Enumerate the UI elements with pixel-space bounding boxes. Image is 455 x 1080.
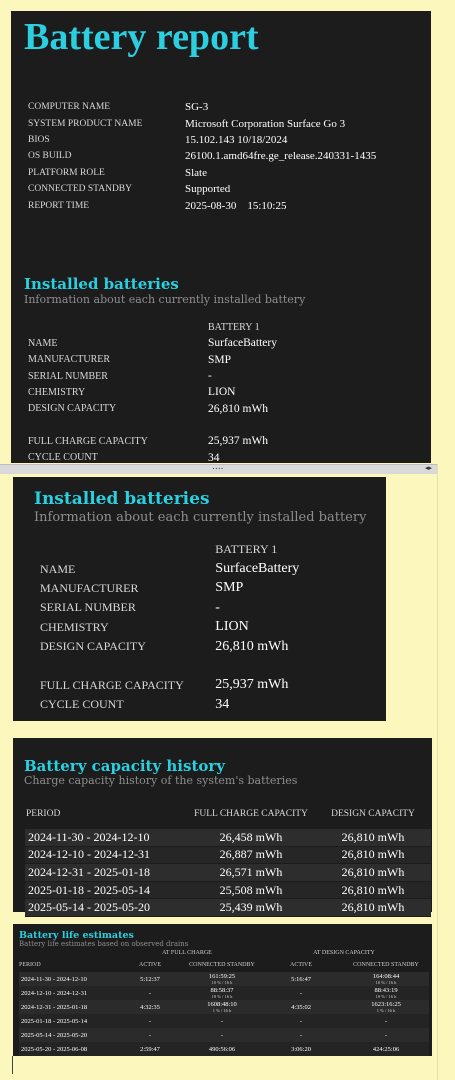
- group-header: AT DESIGN CAPACITY: [313, 949, 375, 956]
- vertical-scrollbar[interactable]: [437, 464, 455, 1080]
- table-row: 2024-11-30 - 2024-12-10 26,458 mWh 26,810 mWh: [25, 829, 431, 846]
- battery-row: NAME SurfaceBattery: [28, 337, 277, 350]
- info-row: OS BUILD 26100.1.amd64fre.ge_release.240331-1435: [28, 150, 377, 163]
- column-header: FULL CHARGE CAPACITY: [194, 809, 308, 819]
- battery-row: CYCLE COUNT 34: [28, 451, 220, 464]
- report-panel: [11, 11, 431, 463]
- battery-table: [28, 319, 388, 466]
- info-row: COMPUTER NAME SG-3: [28, 101, 209, 114]
- battery-row: FULL CHARGE CAPACITY 25,937 mWh: [40, 677, 289, 693]
- info-row: REPORT TIME 2025-08-30 15:10:25: [28, 199, 287, 212]
- column-header: PERIOD: [19, 961, 41, 968]
- battery-row: CHEMISTRY LION: [40, 619, 249, 635]
- table-row: 2025-01-18 - 2025-05-14 - - - -: [19, 1014, 429, 1028]
- table-row: 2025-05-20 - 2025-06-08 2:59:47 490:56:06 3:06:20 424:25:06: [19, 1042, 429, 1056]
- battery-row: DESIGN CAPACITY 26,810 mWh: [28, 402, 269, 415]
- table-row: 2025-01-18 - 2025-05-14 25,508 mWh 26,810 mWh: [25, 881, 431, 899]
- installed-batteries-subtitle: Information about each currently installed battery: [34, 510, 367, 525]
- life-estimates-table: [19, 948, 429, 1056]
- battery-column-header: BATTERY 1: [215, 542, 278, 557]
- battery-row: MANUFACTURER SMP: [40, 580, 244, 596]
- group-header: AT FULL CHARGE: [162, 949, 212, 956]
- table-row: 2024-12-10 - 2024-12-31 26,887 mWh 26,810 mWh: [25, 846, 431, 864]
- table-row: 2025-05-14 - 2025-05-20 25,439 mWh 26,810 mWh: [25, 899, 431, 917]
- column-header: ACTIVE: [139, 961, 161, 968]
- installed-batteries-panel: [13, 477, 386, 721]
- info-row: BIOS 15.102.143 10/18/2024: [28, 133, 288, 146]
- divider-grip[interactable]: ....: [212, 462, 224, 472]
- table-row: 2024-12-31 - 2025-01-18 4:32:35 1608:48:10 1 % / 16 h 4:35:02 1623:16:25 1 % / 16 h: [19, 1000, 429, 1014]
- battery-row: CHEMISTRY LION: [28, 386, 236, 399]
- life-estimates-subtitle: Battery life estimates based on observed drains: [19, 940, 189, 948]
- table-row: 2025-05-14 - 2025-05-20 - - - -: [19, 1028, 429, 1042]
- table-row: 2024-12-10 - 2024-12-31 - 88:58:37 18 % / 16 h - 88:43:19 18 % / 16 h: [19, 986, 429, 1000]
- installed-batteries-heading: Installed batteries: [24, 275, 179, 293]
- info-row: PLATFORM ROLE Slate: [28, 166, 207, 179]
- column-header: CONNECTED STANDBY: [189, 961, 255, 968]
- column-header: DESIGN CAPACITY: [331, 809, 415, 819]
- battery-row: SERIAL NUMBER -: [40, 599, 220, 615]
- battery-row: DESIGN CAPACITY 26,810 mWh: [40, 638, 289, 654]
- life-estimates-panel: [13, 924, 432, 1056]
- battery-row: SERIAL NUMBER -: [28, 370, 212, 383]
- capacity-history-subtitle: Charge capacity history of the system's batteries: [24, 774, 298, 787]
- life-estimates-heading: Battery life estimates: [19, 930, 134, 941]
- text-cursor: [12, 1056, 13, 1074]
- table-row: 2024-11-30 - 2024-12-10 5:12:37 161:59:25 10 % / 16 h 5:16:47 164:08:44 10 % / 16 h: [19, 972, 429, 986]
- battery-row: NAME SurfaceBattery: [40, 561, 300, 577]
- capacity-history-table: [25, 800, 431, 917]
- battery-table: [40, 540, 386, 715]
- column-header: ACTIVE: [290, 961, 313, 968]
- battery-row: MANUFACTURER SMP: [28, 353, 232, 366]
- installed-batteries-heading: Installed batteries: [34, 489, 210, 509]
- info-row: SYSTEM PRODUCT NAME Microsoft Corporation Surface Go 3: [28, 117, 346, 130]
- system-info-table: [28, 99, 376, 214]
- battery-row: FULL CHARGE CAPACITY 25,937 mWh: [28, 435, 269, 448]
- battery-row: CYCLE COUNT 34: [40, 696, 230, 712]
- capacity-history-heading: Battery capacity history: [24, 757, 225, 775]
- installed-batteries-subtitle: Information about each currently installed battery: [24, 293, 306, 306]
- table-row: 2024-12-31 - 2025-01-18 26,571 mWh 26,810 mWh: [25, 864, 431, 882]
- column-header: PERIOD: [26, 809, 61, 819]
- divider-arrows-icon[interactable]: ◂▸: [425, 464, 433, 472]
- column-header: CONNECTED STANDBY: [353, 961, 419, 968]
- capacity-history-panel: [13, 738, 432, 915]
- info-row: CONNECTED STANDBY Supported: [28, 183, 231, 196]
- split-divider[interactable]: [0, 464, 437, 474]
- report-title: Battery report: [24, 16, 259, 58]
- battery-column-header: BATTERY 1: [208, 321, 260, 333]
